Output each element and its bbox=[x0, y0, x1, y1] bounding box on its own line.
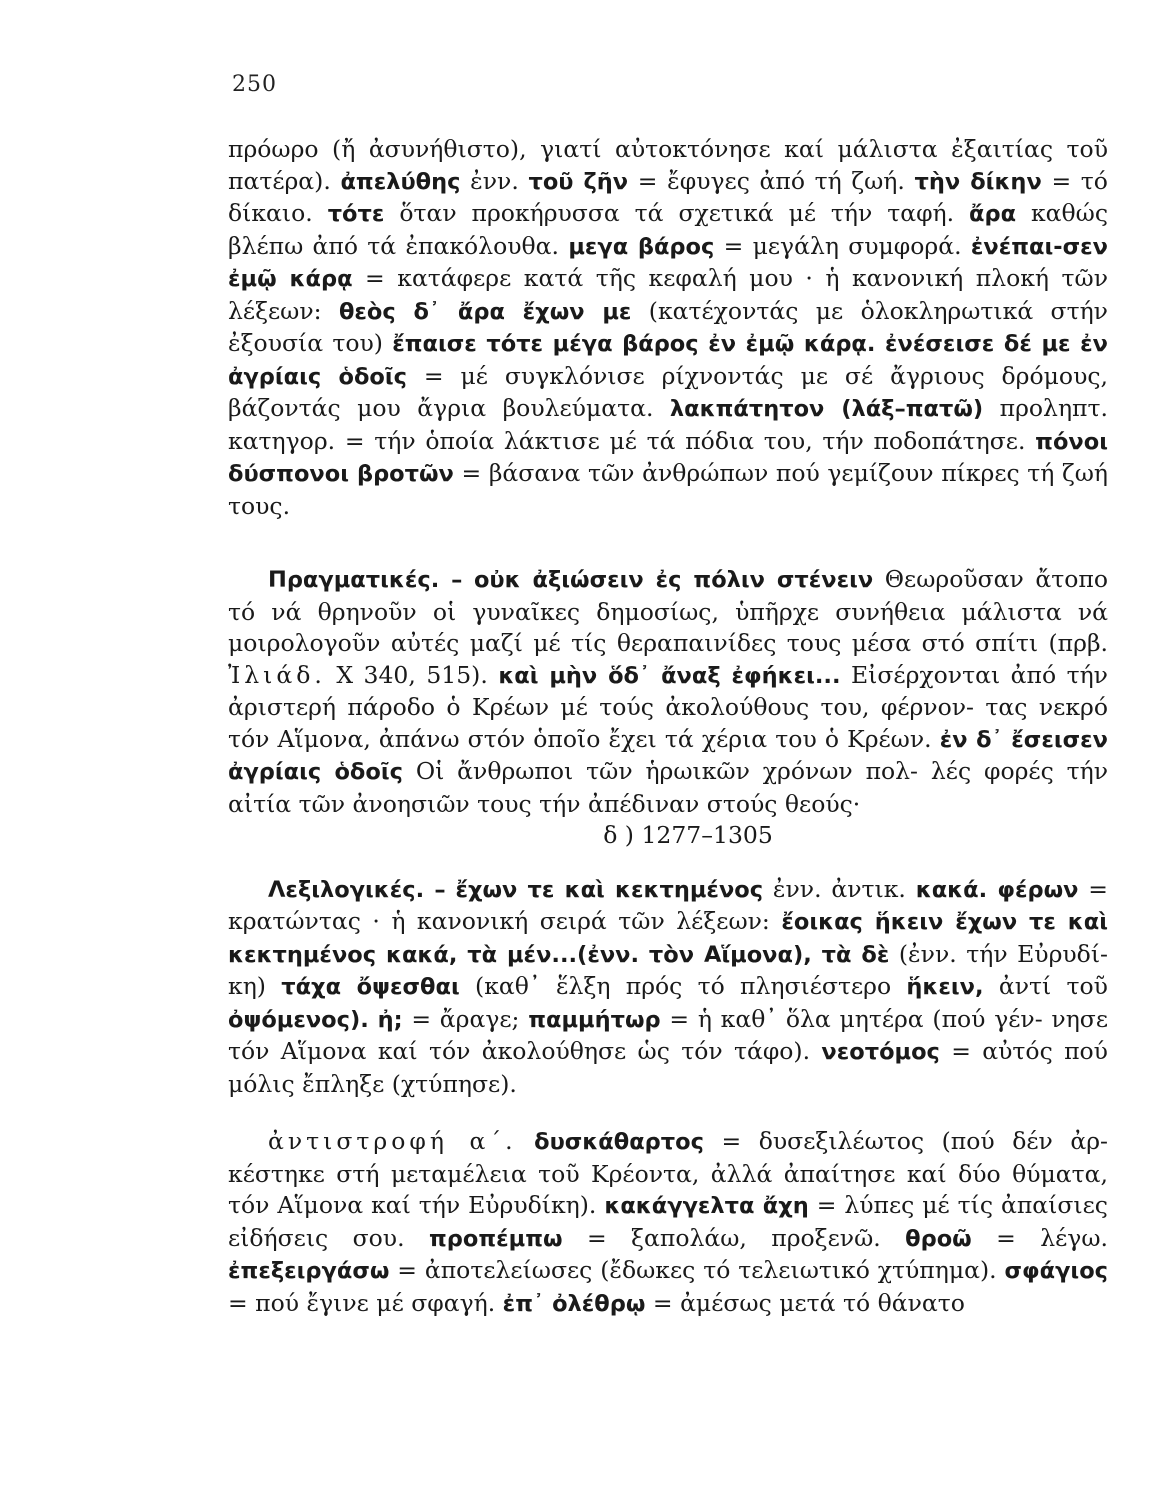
section-heading: Λεξιλογικές. – bbox=[268, 876, 446, 903]
text-run: = ξαπολάω, προξενῶ. bbox=[586, 1223, 881, 1252]
text-run: = πού ἔγινε μέ σφαγή. bbox=[228, 1288, 496, 1317]
text-run: ἀπαίσιες εἰδήσεις σου. bbox=[228, 1191, 1108, 1252]
lemma: ἥκειν, bbox=[906, 974, 984, 1000]
text-run: κατηγορ. = τήν ὁποία λάκτισε μέ τά πόδια του, τήν ποδοπάτησε. bbox=[228, 426, 1026, 455]
paragraph-antistrophe bbox=[228, 1126, 1108, 1320]
lemma: ἄρα bbox=[969, 201, 1017, 227]
lemma: θεὸς δ᾽ ἄρα ἔχων με bbox=[338, 298, 632, 325]
lemma: παμμήτωρ bbox=[528, 1006, 661, 1033]
paragraph-glosses-1 bbox=[228, 134, 1108, 522]
text-run: ἐνν. ἀντικ. bbox=[772, 874, 906, 903]
text-run: τας νεκρό τόν Αἵμονα, ἀπάνω στόν ὁποῖο ἔχει τά χέρια του ὁ Κρέων. bbox=[228, 693, 1108, 753]
text-run: τῶν λέξεων: bbox=[228, 264, 1108, 325]
lemma: σφάγιος bbox=[1004, 1258, 1108, 1284]
text-run: πίκρες τή ζωή τους. bbox=[228, 459, 1108, 520]
lemma: τοῦ ζῆν bbox=[528, 168, 629, 195]
text-run: = λύπες μέ τίς bbox=[816, 1191, 994, 1219]
text-run: Θεωροῦσαν ἄτοπο bbox=[884, 565, 1108, 593]
text-run: = βάσανα τῶν ἀνθρώπων πού γεμίζουν bbox=[461, 459, 934, 487]
text-run: = τό bbox=[1051, 166, 1108, 195]
text-run: ἀντί τοῦ bbox=[998, 972, 1108, 1000]
lemma: λακπάτητον (λάξ–πατῶ) bbox=[669, 396, 984, 422]
lemma: οὐκ ἀξιώσειν ἐς πόλιν στένειν bbox=[473, 567, 874, 593]
text-run: ἀντιστροφή α΄. bbox=[268, 1127, 517, 1155]
text-run: = αὐτός bbox=[951, 1037, 1053, 1065]
text-run: Οἱ ἄνθρωποι τῶν ἡρωικῶν χρόνων πολ- bbox=[415, 757, 918, 785]
lemma: ἀπελύθης bbox=[340, 168, 461, 195]
lemma: ὀψόμενος). bbox=[228, 1006, 369, 1033]
lemma: σεν ἐμῷ κάρᾳ bbox=[228, 233, 1108, 292]
text-run: κρατώντας · ἡ κανονική σειρά τῶν λέξεων: bbox=[228, 907, 770, 935]
text-run: κη) bbox=[228, 972, 266, 1000]
text-run: = ἀποτελείωσες (ἔδωκες τό τελειωτικό χτύπημα). bbox=[397, 1256, 997, 1284]
lemma: κακάγγελτα ἄχη bbox=[604, 1193, 809, 1219]
text-run: τό νά θρηνοῦν οἱ γυναῖκες δημοσίως, ὑπῆρχε συνήθεια μάλιστα νά bbox=[228, 597, 1108, 626]
lemma: πόνοι δύσπονοι βροτῶν bbox=[228, 428, 1108, 487]
lemma: ἔπαισε τότε μέγα βάρος ἐν ἐμῷ κάρᾳ. ἐνέσεισε δέ με ἐν bbox=[392, 331, 1108, 357]
text-run: λέγω. bbox=[1040, 1223, 1108, 1252]
text-run: Χ 340, 515). bbox=[336, 660, 488, 689]
lemma: νεοτόμος bbox=[821, 1039, 940, 1065]
lemma: ἔοικας ἥκειν ἔχων τε καὶ bbox=[781, 909, 1108, 935]
text-run: = ἔφυγες ἀπό τή ζωή. bbox=[637, 166, 905, 195]
text-run: (καθ᾽ ἕλξη πρός τό πλησιέστερο bbox=[475, 972, 892, 1000]
lemma: ἐπ᾽ ὀλέθρῳ bbox=[502, 1290, 646, 1317]
lemma: μεγα βάρος bbox=[568, 233, 715, 260]
lemma: ἀγρίαις ὁδοῖς bbox=[228, 363, 407, 390]
text-run: βλέπω ἀπό τά ἐπακόλουθα. bbox=[228, 231, 560, 260]
text-run: = ἡ καθ᾽ ὅλα μητέρα (πού γέν- bbox=[669, 1004, 1043, 1033]
page-number: 250 bbox=[232, 72, 277, 97]
text-run: ὅταν προκήρυσσα τά σχετικά μέ τήν ταφή. bbox=[399, 199, 955, 227]
lemma: τάχα ὄψεσθαι bbox=[281, 974, 460, 1000]
text-run: δίκαιο. bbox=[228, 199, 313, 227]
text-run: = bbox=[1088, 874, 1108, 903]
text-run: = μεγάλη συμφορά. bbox=[723, 231, 962, 260]
lemma: ἔχων τε καὶ κεκτημένος bbox=[455, 876, 764, 903]
lemma: δυσκάθαρτος bbox=[534, 1129, 704, 1155]
paragraph-lexical bbox=[228, 874, 1108, 1101]
lemma: κακά. φέρων bbox=[915, 876, 1079, 903]
text-run: = μέ συγκλόνισε ρίχνοντάς με σέ ἄγριους δρόμους, bbox=[423, 361, 1108, 390]
lemma: καὶ μὴν ὅδ᾽ ἄναξ ἐφήκει... bbox=[498, 662, 841, 689]
text-run: βάζοντάς μου ἄγρια βουλεύματα. bbox=[228, 394, 654, 422]
text-run: ἐνν. bbox=[470, 166, 519, 195]
text-run: = ἄραγε; bbox=[411, 1004, 520, 1033]
lemma: ἐνέπαι- bbox=[970, 233, 1063, 260]
paragraph-factual bbox=[228, 564, 1108, 852]
text-run: (πρβ. bbox=[1048, 629, 1108, 657]
lemma: κεκτημένος κακά, τὰ μέν...(ἐνν. τὸν Αἵμονα), τὰ δὲ bbox=[228, 941, 890, 968]
text-run: ἀπό τήν ἀριστερή πάροδο ὁ Κρέων μέ τούς ἀκολούθους του, φέρνον- bbox=[228, 660, 1108, 721]
section-heading: Πραγματικές. – bbox=[268, 567, 463, 593]
text-run: κέστηκε στή μεταμέλεια τοῦ Κρέοντα, ἀλλά ἀπαίτησε καί δύο θύματα, bbox=[228, 1159, 1108, 1188]
commentary-text bbox=[228, 134, 1108, 1320]
text-run: τόν Αἵμονα καί τήν Εὐρυδίκη). bbox=[228, 1191, 597, 1219]
text-run: (ἐνν. τήν Εὐρυδί- bbox=[898, 939, 1108, 968]
text-run: μοιρολογοῦν αὐτές μαζί μέ τίς θεραπαινίδες τους μέσα στό σπίτι bbox=[228, 629, 1039, 657]
text-run: Εἰσέρχονται bbox=[851, 660, 1001, 689]
text-run: (κατέχοντάς με ὁλοκληρωτικά στήν bbox=[648, 296, 1108, 325]
text-run: = ἀμέσως μετά τό θάνατο bbox=[652, 1288, 965, 1317]
lemma: προπέμπω bbox=[428, 1225, 563, 1252]
text-run: καθώς bbox=[1030, 199, 1108, 227]
text-run: ἐξουσία του) bbox=[228, 329, 383, 357]
text-run: προληπτ. bbox=[999, 394, 1108, 422]
text-line: πρόωρο (ἤ ἀσυνήθιστο), γιατί αὐτοκτόνησε καί μάλιστα ἐξαιτίας τοῦ bbox=[228, 135, 1108, 163]
text-run: = κατάφερε κατά τῆς κεφαλή μου · ἡ κανονική πλοκή bbox=[365, 264, 1050, 292]
text-run: πατέρα). bbox=[228, 166, 331, 195]
section-reference: δ ) 1277–1305 bbox=[603, 821, 773, 849]
lemma: ἠ; bbox=[377, 1006, 403, 1033]
text-run: λές φορές τήν αἰτία τῶν ἀνοησιῶν τους τήν ἀπέδιναν στούς θεούς· bbox=[228, 757, 1108, 818]
text-run: = bbox=[996, 1223, 1016, 1252]
lemma: θροῶ bbox=[905, 1225, 972, 1252]
lemma: ἐν δ᾽ ἔσεισεν ἀγρίαις ὁδοῖς bbox=[228, 726, 1108, 785]
text-run: πού μόλις ἔπληξε (χτύπησε). bbox=[228, 1037, 1108, 1098]
text-run: Ἰλιάδ. bbox=[228, 660, 326, 689]
lemma: τὴν δίκην bbox=[914, 168, 1042, 195]
text-run: = δυσεξιλέωτος (πού δέν ἀρ- bbox=[721, 1127, 1108, 1155]
lemma: ἐπεξειργάσω bbox=[228, 1258, 390, 1284]
text-run: νησε τόν Αἵμονα καί τόν ἀκολούθησε ὡς τόν τάφο). bbox=[228, 1004, 1108, 1065]
lemma: τότε bbox=[327, 201, 385, 227]
